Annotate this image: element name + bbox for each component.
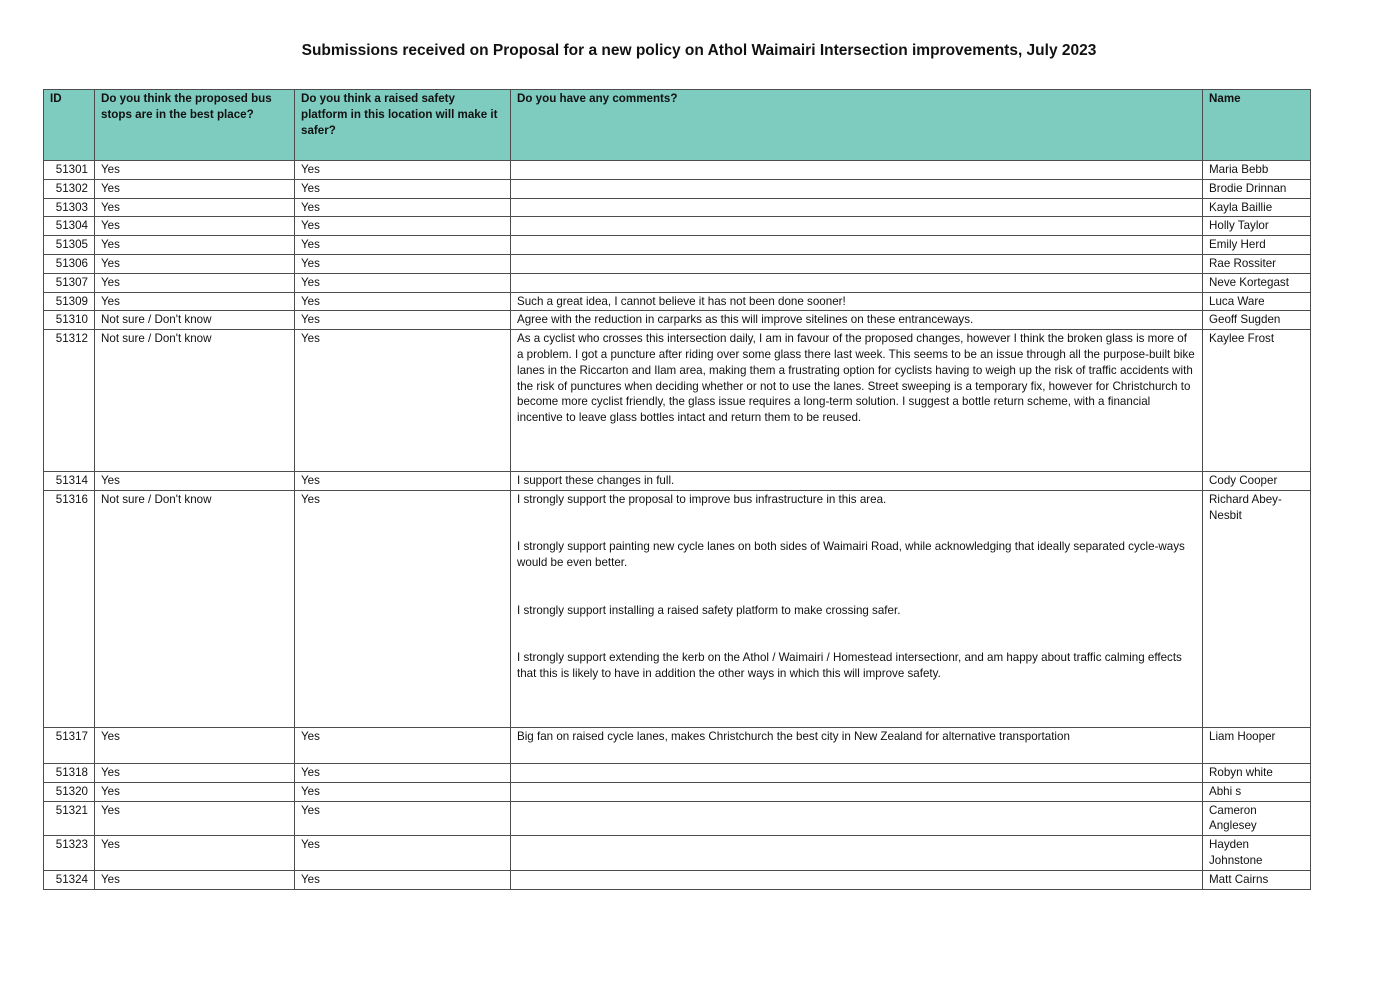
name-cell: Kaylee Frost: [1203, 330, 1311, 472]
table-row: [44, 236, 1311, 255]
name-cell: Neve Kortegast: [1203, 273, 1311, 292]
name-cell: Luca Ware: [1203, 292, 1311, 311]
table-row: [44, 727, 1311, 763]
id-cell: 51301: [44, 161, 95, 180]
name-cell: Hayden Johnstone: [1203, 836, 1311, 871]
bus-stops-cell: Yes: [95, 273, 295, 292]
comments-cell: [511, 311, 1203, 330]
table-row: [44, 870, 1311, 889]
comments-cell: [511, 161, 1203, 180]
name-cell: Robyn white: [1203, 763, 1311, 782]
bus-stops-cell: Not sure / Don't know: [95, 311, 295, 330]
platform-cell: Yes: [295, 217, 511, 236]
bus-stops-cell: Yes: [95, 236, 295, 255]
table-row: [44, 836, 1311, 871]
platform-cell: Yes: [295, 273, 511, 292]
platform-cell: Yes: [295, 870, 511, 889]
table-row: [44, 217, 1311, 236]
id-cell: 51310: [44, 311, 95, 330]
id-cell: 51307: [44, 273, 95, 292]
id-cell: 51316: [44, 490, 95, 727]
table-row: [44, 763, 1311, 782]
bus-stops-cell: Yes: [95, 782, 295, 801]
platform-cell: Yes: [295, 727, 511, 763]
comment-paragraph: I strongly support painting new cycle lanes on both sides of Waimairi Road, while acknowledging that ideally separated cycle-ways would be even better.: [517, 540, 1185, 570]
comments-cell: [511, 490, 1203, 727]
platform-cell: Yes: [295, 836, 511, 871]
comments-cell: [511, 763, 1203, 782]
comment-paragraph: As a cyclist who crosses this intersection daily, I am in favour of the proposed changes, however I think the broken glass is more of a problem. I got a puncture after riding over some glass there last week. This seems to be an issue through all the purpose-built bike lanes in the Riccarton and Ilam area, making them a frustrating option for cyclists having to weigh up the risk of traffic accidents with the risk of punctures when deciding whether or not to use the lanes. Street sweeping is a temporary fix, however for Christchurch to become more cyclist friendly, the glass issue requires a long-term solution. I suggest a bottle return scheme, with a financial incentive to leave glass bottles intact and return them to be reused.: [517, 332, 1195, 425]
table-row: [44, 198, 1311, 217]
comments-cell: [511, 254, 1203, 273]
comments-cell: [511, 870, 1203, 889]
id-cell: 51302: [44, 179, 95, 198]
id-cell: 51303: [44, 198, 95, 217]
comment-paragraph: I support these changes in full.: [517, 474, 675, 488]
name-cell: Liam Hooper: [1203, 727, 1311, 763]
platform-cell: Yes: [295, 254, 511, 273]
table-row: [44, 292, 1311, 311]
name-cell: Emily Herd: [1203, 236, 1311, 255]
bus-stops-cell: Yes: [95, 763, 295, 782]
header-name: Name: [1203, 90, 1311, 161]
platform-cell: Yes: [295, 330, 511, 472]
name-cell: Richard Abey-Nesbit: [1203, 490, 1311, 727]
comments-cell: [511, 217, 1203, 236]
table-body: [44, 161, 1311, 890]
bus-stops-cell: Yes: [95, 472, 295, 491]
page-title: Submissions received on Proposal for a new policy on Athol Waimairi Intersection improvements, July 2023: [301, 42, 1097, 59]
table-row: [44, 273, 1311, 292]
bus-stops-cell: Yes: [95, 292, 295, 311]
bus-stops-cell: Yes: [95, 161, 295, 180]
bus-stops-cell: Yes: [95, 217, 295, 236]
name-cell: Cameron Anglesey: [1203, 801, 1311, 836]
name-cell: Holly Taylor: [1203, 217, 1311, 236]
platform-cell: Yes: [295, 782, 511, 801]
comments-cell: [511, 198, 1203, 217]
id-cell: 51323: [44, 836, 95, 871]
platform-cell: Yes: [295, 236, 511, 255]
table-row: [44, 782, 1311, 801]
platform-cell: Yes: [295, 198, 511, 217]
bus-stops-cell: Yes: [95, 870, 295, 889]
comments-cell: [511, 292, 1203, 311]
bus-stops-cell: Not sure / Don't know: [95, 490, 295, 727]
comment-paragraph: Big fan on raised cycle lanes, makes Christchurch the best city in New Zealand for alternative transportation: [517, 729, 1070, 743]
id-cell: 51305: [44, 236, 95, 255]
id-cell: 51304: [44, 217, 95, 236]
id-cell: 51314: [44, 472, 95, 491]
comments-cell: [511, 782, 1203, 801]
name-cell: Abhi s: [1203, 782, 1311, 801]
platform-cell: Yes: [295, 161, 511, 180]
id-cell: 51306: [44, 254, 95, 273]
name-cell: Matt Cairns: [1203, 870, 1311, 889]
table-row: [44, 161, 1311, 180]
comment-paragraph: I strongly support extending the kerb on the Athol / Waimairi / Homestead intersectionr, and am happy about traffic calming effects that this is likely to have in addition the other ways in which this will improve safety.: [517, 650, 1182, 680]
table-row: [44, 179, 1311, 198]
name-cell: Cody Cooper: [1203, 472, 1311, 491]
submissions-table: [43, 89, 1311, 890]
platform-cell: Yes: [295, 801, 511, 836]
table-row: [44, 311, 1311, 330]
comments-cell: [511, 330, 1203, 472]
comment-paragraph: Agree with the reduction in carparks as this will improve sitelines on these entranceways.: [517, 313, 974, 327]
platform-cell: Yes: [295, 472, 511, 491]
table-row: [44, 490, 1311, 727]
comments-cell: [511, 472, 1203, 491]
header-row: [44, 90, 1311, 161]
platform-cell: Yes: [295, 179, 511, 198]
table-row: [44, 254, 1311, 273]
table-row: [44, 330, 1311, 472]
name-cell: Geoff Sugden: [1203, 311, 1311, 330]
id-cell: 51309: [44, 292, 95, 311]
platform-cell: Yes: [295, 292, 511, 311]
bus-stops-cell: Yes: [95, 836, 295, 871]
name-cell: Maria Bebb: [1203, 161, 1311, 180]
bus-stops-cell: Yes: [95, 179, 295, 198]
bus-stops-cell: Not sure / Don't know: [95, 330, 295, 472]
comments-cell: [511, 179, 1203, 198]
id-cell: 51320: [44, 782, 95, 801]
id-cell: 51312: [44, 330, 95, 472]
header-id: ID: [44, 90, 95, 161]
header-platform: Do you think a raised safety platform in this location will make it safer?: [295, 90, 511, 161]
comment-paragraph: I strongly support installing a raised safety platform to make crossing safer.: [517, 603, 901, 617]
header-comments: Do you have any comments?: [511, 90, 1203, 161]
platform-cell: Yes: [295, 763, 511, 782]
comments-cell: [511, 236, 1203, 255]
table-row: [44, 801, 1311, 836]
platform-cell: Yes: [295, 490, 511, 727]
bus-stops-cell: Yes: [95, 727, 295, 763]
table-row: [44, 472, 1311, 491]
id-cell: 51324: [44, 870, 95, 889]
bus-stops-cell: Yes: [95, 198, 295, 217]
name-cell: Brodie Drinnan: [1203, 179, 1311, 198]
bus-stops-cell: Yes: [95, 254, 295, 273]
bus-stops-cell: Yes: [95, 801, 295, 836]
id-cell: 51321: [44, 801, 95, 836]
platform-cell: Yes: [295, 311, 511, 330]
name-cell: Kayla Baillie: [1203, 198, 1311, 217]
comment-paragraph: I strongly support the proposal to improve bus infrastructure in this area.: [517, 492, 887, 506]
comments-cell: [511, 801, 1203, 836]
comment-paragraph: Such a great idea, I cannot believe it has not been done sooner!: [517, 294, 846, 308]
comments-cell: [511, 727, 1203, 763]
id-cell: 51317: [44, 727, 95, 763]
comments-cell: [511, 836, 1203, 871]
header-bus-stops: Do you think the proposed bus stops are in the best place?: [95, 90, 295, 161]
table-header: [44, 90, 1311, 161]
name-cell: Rae Rossiter: [1203, 254, 1311, 273]
comments-cell: [511, 273, 1203, 292]
id-cell: 51318: [44, 763, 95, 782]
